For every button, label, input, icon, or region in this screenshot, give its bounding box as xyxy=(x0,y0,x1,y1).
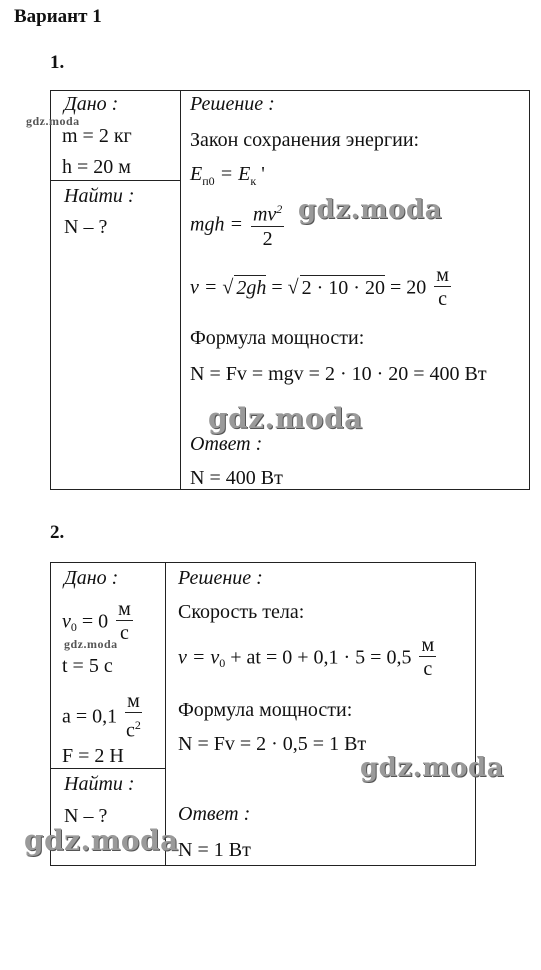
problem-1-column-divider xyxy=(180,90,181,490)
problem-1-velocity-equation: v = √ 2gh = √ 2 · 10 · 20 = 20 $\frac{м}{с}$ xyxy=(190,264,449,310)
watermark-3: gdz.moda xyxy=(360,753,505,783)
problem-2-column-divider xyxy=(165,562,166,866)
problem-1-power-label: Формула мощности: xyxy=(190,327,365,349)
problem-1-given-label: Дано : xyxy=(64,93,119,115)
problem-1-answer-label: Ответ : xyxy=(190,433,263,455)
problem-2-number: 2. xyxy=(50,522,65,543)
problem-1-find-value: N – ? xyxy=(64,216,108,238)
problem-1-number: 1. xyxy=(50,52,65,73)
problem-2-solution-label: Решение : xyxy=(178,567,263,589)
problem-1-law-label: Закон сохранения энергии: xyxy=(190,129,420,151)
watermark-small-2: gdz.moda xyxy=(64,637,118,651)
problem-2-power-equation: N = Fv = 2 · 0,5 = 1 Вт xyxy=(178,733,367,755)
problem-2-find-label: Найти : xyxy=(64,773,135,795)
problem-2-given-force: F = 2 Н xyxy=(62,745,124,767)
problem-2-power-label: Формула мощности: xyxy=(178,699,353,721)
problem-1-given-mass: m = 2 кг xyxy=(62,125,132,147)
problem-2-find-value: N – ? xyxy=(64,805,108,827)
watermark-small-1: gdz.moda xyxy=(26,114,80,128)
problem-2-given-acceleration: a = 0,1 $\frac{м}{с^2}$ xyxy=(62,690,141,742)
problem-2-row-divider xyxy=(50,768,166,769)
problem-1-answer: N = 400 Вт xyxy=(190,467,283,489)
problem-1-mgh-equation: mgh = $\frac{mv^2}{2}$ xyxy=(190,198,287,251)
problem-1-solution-label: Решение : xyxy=(190,93,275,115)
problem-1-given-height: h = 20 м xyxy=(62,156,131,178)
problem-2-given-time: t = 5 с xyxy=(62,655,113,677)
watermark-2: gdz.moda xyxy=(208,402,363,435)
problem-2-answer-label: Ответ : xyxy=(178,803,251,825)
problem-1-find-label: Найти : xyxy=(64,185,135,207)
problem-1-row-divider xyxy=(50,180,181,181)
watermark-1: gdz.moda xyxy=(298,195,443,225)
problem-2-given-label: Дано : xyxy=(64,567,119,589)
problem-2-speed-label: Скорость тела: xyxy=(178,601,305,623)
problem-2-speed-equation: $v = v_0$ + at = 0 + 0,1 · 5 = 0,5 $\frac{м}{с}$ xyxy=(178,634,435,680)
watermark-4: gdz.moda xyxy=(24,824,179,857)
problem-2-answer: N = 1 Вт xyxy=(178,839,251,861)
problem-2-given-initial-velocity: $v_0 = 0$ $\frac{м}{с}$ xyxy=(62,598,131,644)
problem-1-power-equation: N = Fv = mgv = 2 · 10 · 20 = 400 Вт xyxy=(190,363,487,385)
problem-1-energy-equation: $E_{п0} = E_к$ ' xyxy=(190,163,265,188)
page-title: Вариант 1 xyxy=(14,6,102,27)
